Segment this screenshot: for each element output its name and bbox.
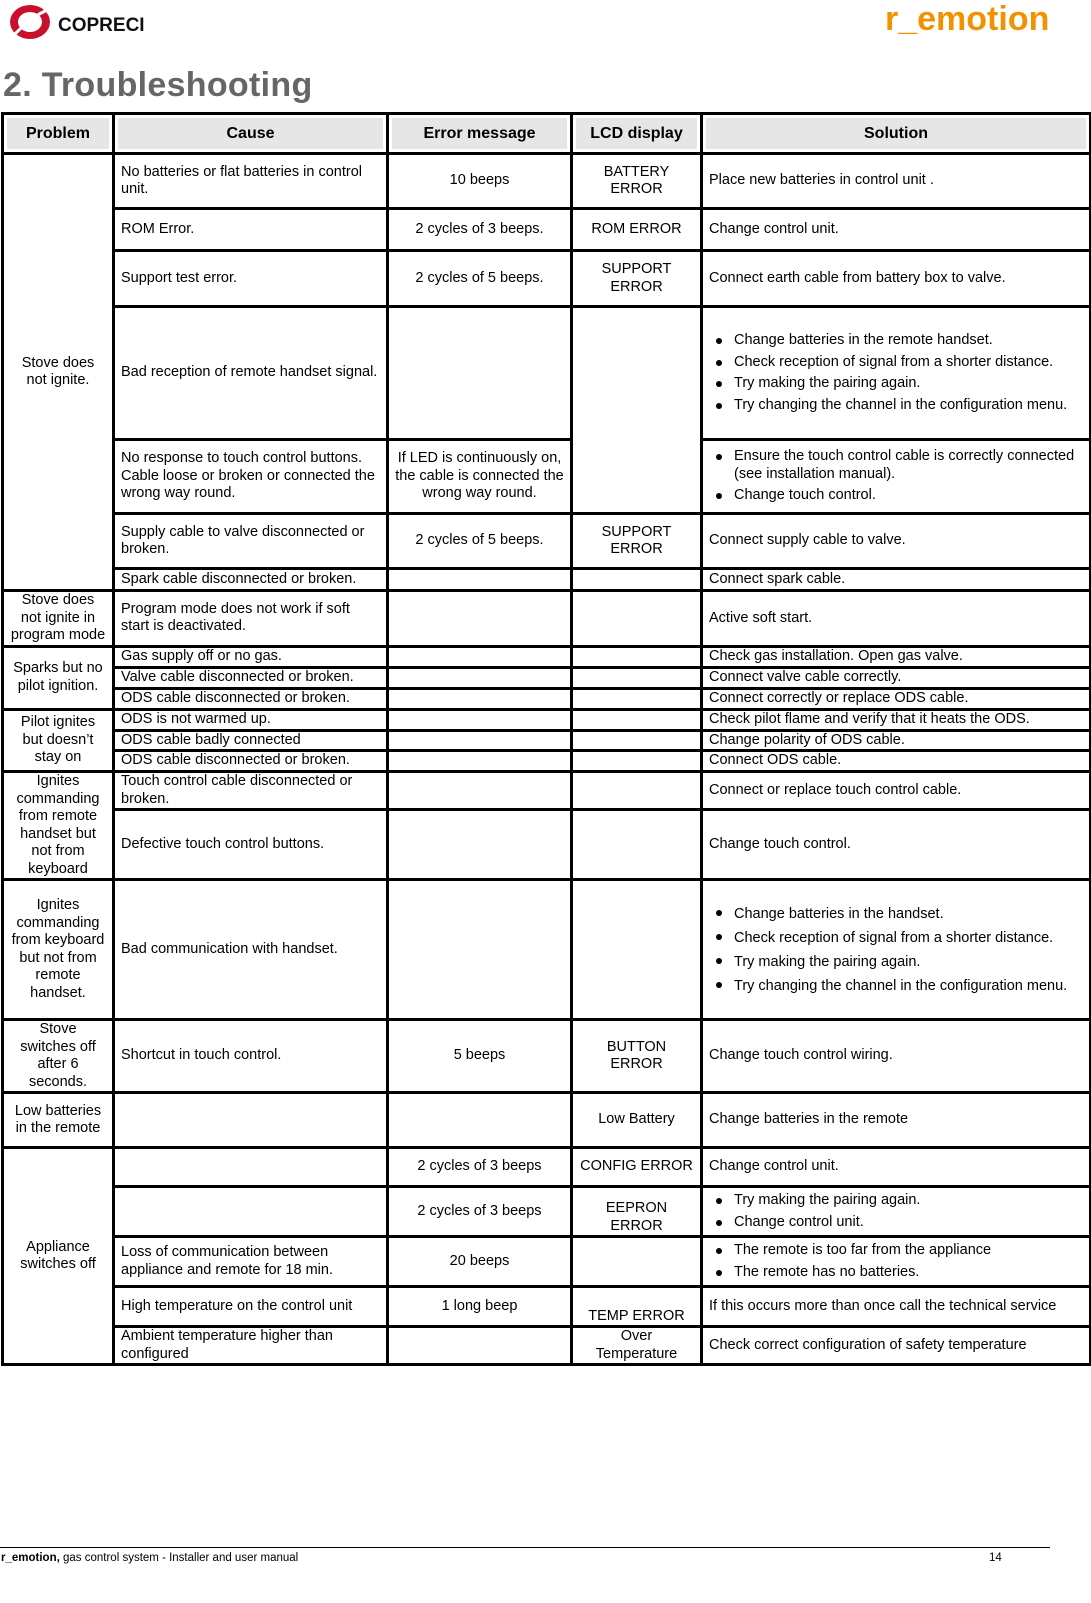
table-row — [3, 154, 1091, 209]
problem-cell: Ignites commanding from keyboard but not from remote handset. — [3, 880, 114, 1020]
error-cell — [388, 709, 572, 730]
table-row — [3, 251, 1091, 307]
cause-cell: Valve cable disconnected or broken. — [114, 667, 388, 688]
solution-cell — [702, 307, 1091, 440]
lcd-cell — [572, 772, 702, 810]
lcd-cell — [572, 307, 702, 514]
solution-bullet: Check reception of signal from a shorter distance. — [709, 354, 1083, 372]
table-row — [3, 209, 1091, 251]
solution-cell — [702, 1237, 1091, 1287]
header-problem: Problem — [3, 114, 114, 154]
solution-cell — [702, 440, 1091, 514]
lcd-cell — [572, 569, 702, 591]
cause-cell: No response to touch control buttons. Cable loose or broken or connected the wrong way round. — [114, 440, 388, 514]
cause-cell: Ambient temperature higher than configured — [114, 1327, 388, 1365]
lcd-cell: BATTERY ERROR — [572, 154, 702, 209]
solution-bullet: Change touch control. — [709, 487, 1083, 505]
error-cell — [388, 688, 572, 709]
solution-cell: Check gas installation. Open gas valve. — [702, 646, 1091, 667]
table-row — [3, 1187, 1091, 1237]
table-row — [3, 440, 1091, 514]
solution-cell: Change control unit. — [702, 1148, 1091, 1187]
table-header-row — [3, 114, 1091, 154]
solution-bullet: Check reception of signal from a shorter distance. — [709, 928, 1083, 948]
copreci-logo — [6, 2, 156, 42]
cause-cell: Spark cable disconnected or broken. — [114, 569, 388, 591]
solution-bullet: The remote has no batteries. — [709, 1264, 1083, 1282]
solution-cell: Change polarity of ODS cable. — [702, 730, 1091, 751]
solution-cell: Change control unit. — [702, 209, 1091, 251]
cause-cell: Bad communication with handset. — [114, 880, 388, 1020]
problem-cell: Stove does not ignite in program mode — [3, 591, 114, 647]
solution-cell: Connect correctly or replace ODS cable. — [702, 688, 1091, 709]
solution-cell: Connect or replace touch control cable. — [702, 772, 1091, 810]
footer-divider — [0, 1547, 1050, 1548]
error-cell — [388, 772, 572, 810]
svg-text:COPRECI: COPRECI — [58, 15, 145, 36]
problem-cell: Sparks but no pilot ignition. — [3, 646, 114, 709]
solution-bullet: Try making the pairing again. — [709, 375, 1083, 393]
cause-cell: Defective touch control buttons. — [114, 810, 388, 880]
cause-cell: Gas supply off or no gas. — [114, 646, 388, 667]
solution-bullet: Try making the pairing again. — [709, 952, 1083, 972]
cause-cell: ODS cable disconnected or broken. — [114, 688, 388, 709]
lcd-cell — [572, 730, 702, 751]
cause-cell: Support test error. — [114, 251, 388, 307]
table-row — [3, 667, 1091, 688]
solution-bullet: Change batteries in the remote handset. — [709, 332, 1083, 350]
lcd-cell: TEMP ERROR — [572, 1287, 702, 1327]
lcd-cell — [572, 1237, 702, 1287]
problem-cell: Ignites commanding from remote handset but not from keyboard — [3, 772, 114, 880]
table-row — [3, 1327, 1091, 1365]
lcd-cell: SUPPORT ERROR — [572, 514, 702, 569]
solution-bullet: Ensure the touch control cable is correctly connected (see installation manual). — [709, 448, 1083, 483]
problem-cell: Appliance switches off — [3, 1148, 114, 1365]
error-cell — [388, 667, 572, 688]
solution-cell: Change touch control. — [702, 810, 1091, 880]
solution-bullet: The remote is too far from the appliance — [709, 1242, 1083, 1260]
lcd-cell: EEPRON ERROR — [572, 1187, 702, 1237]
table-row — [3, 810, 1091, 880]
error-cell — [388, 810, 572, 880]
table-row — [3, 772, 1091, 810]
problem-cell: Stove does not ignite. — [3, 154, 114, 591]
solution-cell: Change batteries in the remote — [702, 1093, 1091, 1148]
problem-cell: Stove switches off after 6 seconds. — [3, 1020, 114, 1093]
solution-cell: Connect valve cable correctly. — [702, 667, 1091, 688]
table-row — [3, 1237, 1091, 1287]
lcd-cell: Low Battery — [572, 1093, 702, 1148]
problem-cell: Pilot ignites but doesn’t stay on — [3, 709, 114, 772]
table-row — [3, 1020, 1091, 1093]
cause-cell: Supply cable to valve disconnected or broken. — [114, 514, 388, 569]
header-error-message: Error message — [388, 114, 572, 154]
lcd-cell — [572, 646, 702, 667]
svg-text:r_emotion: r_emotion — [885, 0, 1050, 38]
header-cause: Cause — [114, 114, 388, 154]
cause-cell: Bad reception of remote handset signal. — [114, 307, 388, 440]
table-row — [3, 880, 1091, 1020]
cause-cell — [114, 1093, 388, 1148]
error-cell: 20 beeps — [388, 1237, 572, 1287]
problem-cell: Low batteries in the remote — [3, 1093, 114, 1148]
solution-cell: Connect spark cable. — [702, 569, 1091, 591]
solution-cell: Place new batteries in control unit . — [702, 154, 1091, 209]
error-cell: 2 cycles of 3 beeps — [388, 1187, 572, 1237]
error-cell: If LED is continuously on, the cable is connected the wrong way round. — [388, 440, 572, 514]
cause-cell — [114, 1148, 388, 1187]
table-row — [3, 1093, 1091, 1148]
cause-cell: Touch control cable disconnected or broken. — [114, 772, 388, 810]
error-cell: 2 cycles of 3 beeps. — [388, 209, 572, 251]
page-title: 2. Troubleshooting — [3, 66, 313, 104]
table-row — [3, 591, 1091, 647]
cause-cell: Loss of communication between appliance and remote for 18 min. — [114, 1237, 388, 1287]
solution-bullet: Try making the pairing again. — [709, 1192, 1083, 1210]
error-cell — [388, 569, 572, 591]
solution-cell: Check pilot flame and verify that it heats the ODS. — [702, 709, 1091, 730]
troubleshooting-table — [1, 112, 1091, 1366]
lcd-cell — [572, 810, 702, 880]
cause-cell — [114, 1187, 388, 1237]
solution-cell: Connect ODS cable. — [702, 751, 1091, 772]
lcd-cell — [572, 667, 702, 688]
solution-cell: Change touch control wiring. — [702, 1020, 1091, 1093]
error-cell — [388, 1093, 572, 1148]
solution-cell: Connect earth cable from battery box to valve. — [702, 251, 1091, 307]
lcd-cell: BUTTON ERROR — [572, 1020, 702, 1093]
solution-cell: Connect supply cable to valve. — [702, 514, 1091, 569]
solution-cell: Check correct configuration of safety temperature — [702, 1327, 1091, 1365]
error-cell — [388, 730, 572, 751]
error-cell: 10 beeps — [388, 154, 572, 209]
lcd-cell: CONFIG ERROR — [572, 1148, 702, 1187]
cause-cell: No batteries or flat batteries in control unit. — [114, 154, 388, 209]
cause-cell: ODS cable disconnected or broken. — [114, 751, 388, 772]
footer-text — [1, 1552, 298, 1564]
lcd-cell: ROM ERROR — [572, 209, 702, 251]
lcd-cell: Over Temperature — [572, 1327, 702, 1365]
error-cell — [388, 646, 572, 667]
solution-cell: If this occurs more than once call the technical service — [702, 1287, 1091, 1327]
r-emotion-logo — [885, 0, 1065, 40]
solution-cell — [702, 880, 1091, 1020]
solution-bullet: Change control unit. — [709, 1214, 1083, 1232]
table-row — [3, 514, 1091, 569]
error-cell — [388, 307, 572, 440]
error-cell: 1 long beep — [388, 1287, 572, 1327]
error-cell — [388, 880, 572, 1020]
table-row — [3, 1148, 1091, 1187]
header-lcd-display: LCD display — [572, 114, 702, 154]
footer-description: gas control system - Installer and user manual — [63, 1552, 299, 1564]
table-row — [3, 688, 1091, 709]
solution-bullet: Change batteries in the handset. — [709, 904, 1083, 924]
lcd-cell — [572, 688, 702, 709]
table-row — [3, 646, 1091, 667]
cause-cell: ODS cable badly connected — [114, 730, 388, 751]
table-row — [3, 730, 1091, 751]
error-cell — [388, 1327, 572, 1365]
error-cell — [388, 751, 572, 772]
cause-cell: Program mode does not work if soft start is deactivated. — [114, 591, 388, 647]
solution-bullet: Try changing the channel in the configuration menu. — [709, 397, 1083, 415]
solution-cell — [702, 1187, 1091, 1237]
lcd-cell — [572, 709, 702, 730]
lcd-cell — [572, 751, 702, 772]
lcd-cell — [572, 591, 702, 647]
error-cell: 5 beeps — [388, 1020, 572, 1093]
page-number: 14 — [989, 1552, 1002, 1564]
error-cell: 2 cycles of 3 beeps — [388, 1148, 572, 1187]
table-row — [3, 751, 1091, 772]
footer-product: r_emotion, — [1, 1552, 60, 1564]
cause-cell: Shortcut in touch control. — [114, 1020, 388, 1093]
table-row — [3, 709, 1091, 730]
table-row — [3, 1287, 1091, 1327]
error-cell: 2 cycles of 5 beeps. — [388, 251, 572, 307]
lcd-cell: SUPPORT ERROR — [572, 251, 702, 307]
table-row — [3, 569, 1091, 591]
lcd-cell — [572, 880, 702, 1020]
error-cell — [388, 591, 572, 647]
header-solution: Solution — [702, 114, 1091, 154]
cause-cell: ODS is not warmed up. — [114, 709, 388, 730]
table-row — [3, 307, 1091, 440]
cause-cell: High temperature on the control unit — [114, 1287, 388, 1327]
error-cell: 2 cycles of 5 beeps. — [388, 514, 572, 569]
cause-cell: ROM Error. — [114, 209, 388, 251]
solution-cell: Active soft start. — [702, 591, 1091, 647]
solution-bullet: Try changing the channel in the configuration menu. — [709, 976, 1083, 996]
